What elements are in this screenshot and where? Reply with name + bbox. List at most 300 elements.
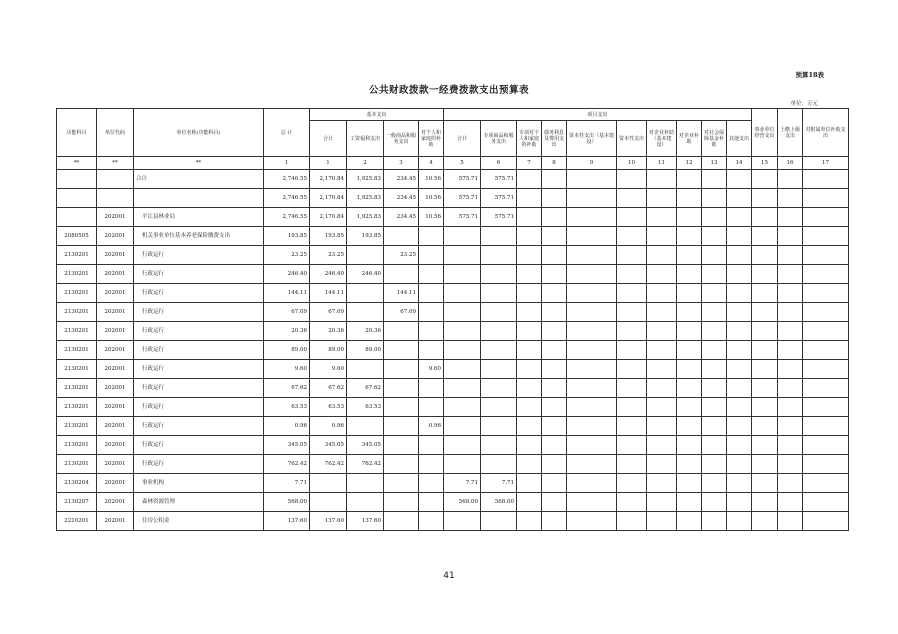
empty-cell: [803, 436, 849, 455]
special-goods-cell: [481, 322, 517, 341]
empty-cell: [647, 189, 677, 208]
empty-cell: [617, 493, 647, 512]
empty-cell: [567, 360, 617, 379]
empty-cell: [677, 322, 702, 341]
empty-cell: [647, 512, 677, 531]
col-unit-name: 单位名称(功能科目): [134, 109, 264, 157]
total-cell: 193.85: [264, 227, 310, 246]
table-row: [57, 189, 849, 208]
empty-cell: [517, 341, 542, 360]
empty-cell: [677, 284, 702, 303]
index-cell: 7: [517, 157, 542, 170]
empty-cell: [517, 417, 542, 436]
empty-cell: [803, 341, 849, 360]
empty-cell: [542, 284, 567, 303]
empty-cell: [542, 379, 567, 398]
unit-name-cell: 行政运行: [134, 265, 264, 284]
empty-cell: [677, 189, 702, 208]
empty-cell: [803, 246, 849, 265]
table-row: [57, 284, 849, 303]
func-code-cell: [57, 189, 97, 208]
func-code-cell: 2130201: [57, 265, 97, 284]
unit-name-cell: 住房公积金: [134, 512, 264, 531]
empty-cell: [727, 246, 752, 265]
project-total-cell: 575.71: [444, 208, 481, 227]
empty-cell: [647, 474, 677, 493]
unit-code-cell: 202001: [97, 284, 134, 303]
salary-cell: [347, 284, 384, 303]
empty-cell: [517, 265, 542, 284]
unit-name-cell: 行政运行: [134, 379, 264, 398]
total-cell: 762.42: [264, 455, 310, 474]
empty-cell: [617, 208, 647, 227]
empty-cell: [617, 455, 647, 474]
table-row: [57, 360, 849, 379]
empty-cell: [647, 417, 677, 436]
special-goods-cell: [481, 303, 517, 322]
total-cell: 2,746.55: [264, 170, 310, 189]
individuals-cell: [419, 455, 444, 474]
empty-cell: [778, 284, 803, 303]
empty-cell: [567, 379, 617, 398]
empty-cell: [677, 398, 702, 417]
salary-cell: 63.53: [347, 398, 384, 417]
empty-cell: [542, 246, 567, 265]
col-subordinate: 对附属单位补助支出: [803, 109, 849, 157]
func-code-cell: 2130201: [57, 455, 97, 474]
empty-cell: [542, 322, 567, 341]
goods-cell: [384, 512, 419, 531]
unit-name-cell: 行政运行: [134, 303, 264, 322]
basic-total-cell: 2,170.84: [310, 208, 347, 227]
func-code-cell: 2130201: [57, 246, 97, 265]
func-code-cell: 2130207: [57, 493, 97, 512]
empty-cell: [702, 170, 727, 189]
basic-total-cell: 63.53: [310, 398, 347, 417]
index-cell: **: [57, 157, 97, 170]
special-goods-cell: 575.71: [481, 189, 517, 208]
table-row: [57, 246, 849, 265]
empty-cell: [517, 189, 542, 208]
empty-cell: [647, 398, 677, 417]
special-goods-cell: [481, 512, 517, 531]
individuals-cell: 9.60: [419, 360, 444, 379]
empty-cell: [517, 379, 542, 398]
empty-cell: [702, 322, 727, 341]
index-cell: 1: [264, 157, 310, 170]
goods-cell: [384, 379, 419, 398]
index-cell: 4: [419, 157, 444, 170]
index-cell: 1: [310, 157, 347, 170]
individuals-cell: [419, 322, 444, 341]
empty-cell: [647, 303, 677, 322]
empty-cell: [803, 398, 849, 417]
index-cell: 6: [481, 157, 517, 170]
empty-cell: [727, 341, 752, 360]
salary-cell: 193.85: [347, 227, 384, 246]
empty-cell: [803, 189, 849, 208]
total-cell: 568.00: [264, 493, 310, 512]
salary-cell: [347, 417, 384, 436]
doc-label: 预算18表: [795, 71, 824, 79]
salary-cell: [347, 303, 384, 322]
total-cell: 63.53: [264, 398, 310, 417]
individuals-cell: [419, 341, 444, 360]
special-goods-cell: [481, 227, 517, 246]
basic-total-cell: 345.05: [310, 436, 347, 455]
index-cell: 5: [444, 157, 481, 170]
goods-cell: [384, 455, 419, 474]
unit-name-cell: 平江县林业局: [134, 208, 264, 227]
individuals-cell: [419, 246, 444, 265]
empty-cell: [677, 379, 702, 398]
empty-cell: [778, 455, 803, 474]
func-code-cell: 2130201: [57, 341, 97, 360]
index-row: [57, 157, 849, 170]
empty-cell: [677, 246, 702, 265]
empty-cell: [727, 379, 752, 398]
project-total-cell: [444, 265, 481, 284]
unit-code-cell: [97, 189, 134, 208]
salary-cell: 762.42: [347, 455, 384, 474]
empty-cell: [752, 227, 778, 246]
individuals-cell: 10.56: [419, 189, 444, 208]
project-total-cell: 575.71: [444, 170, 481, 189]
salary-cell: 1,925.83: [347, 208, 384, 227]
empty-cell: [517, 436, 542, 455]
total-cell: 7.71: [264, 474, 310, 493]
basic-total-cell: 67.09: [310, 303, 347, 322]
func-code-cell: 2130201: [57, 360, 97, 379]
unit-name-cell: 行政运行: [134, 398, 264, 417]
col-func-code: 功能科目: [57, 109, 97, 157]
individuals-cell: [419, 436, 444, 455]
empty-cell: [567, 265, 617, 284]
empty-cell: [677, 474, 702, 493]
individuals-cell: 10.56: [419, 208, 444, 227]
project-total-cell: [444, 322, 481, 341]
unit-code-cell: 202001: [97, 322, 134, 341]
empty-cell: [617, 322, 647, 341]
col-special-goods: 专项商品和服务支出: [481, 121, 517, 157]
empty-cell: [727, 227, 752, 246]
empty-cell: [542, 417, 567, 436]
empty-cell: [567, 284, 617, 303]
basic-total-cell: 2,170.84: [310, 189, 347, 208]
individuals-cell: [419, 398, 444, 417]
col-group-basic: 基本支出: [310, 109, 444, 121]
project-total-cell: [444, 303, 481, 322]
empty-cell: [727, 436, 752, 455]
goods-cell: 234.45: [384, 170, 419, 189]
col-salary: 工资福利支出: [347, 121, 384, 157]
unit-name-cell: 行政运行: [134, 455, 264, 474]
unit-code-cell: 202001: [97, 341, 134, 360]
empty-cell: [567, 322, 617, 341]
salary-cell: [347, 246, 384, 265]
empty-cell: [803, 227, 849, 246]
empty-cell: [803, 417, 849, 436]
special-goods-cell: 7.71: [481, 474, 517, 493]
empty-cell: [647, 265, 677, 284]
empty-cell: [567, 417, 617, 436]
empty-cell: [702, 303, 727, 322]
basic-total-cell: 246.40: [310, 265, 347, 284]
col-institution: 事业单位经营支出: [752, 109, 778, 157]
basic-total-cell: 67.62: [310, 379, 347, 398]
individuals-cell: 0.96: [419, 417, 444, 436]
empty-cell: [702, 379, 727, 398]
empty-cell: [803, 208, 849, 227]
project-total-cell: [444, 379, 481, 398]
basic-total-cell: [310, 474, 347, 493]
empty-cell: [517, 322, 542, 341]
empty-cell: [647, 208, 677, 227]
salary-cell: 1,925.83: [347, 189, 384, 208]
empty-cell: [702, 493, 727, 512]
empty-cell: [778, 512, 803, 531]
special-goods-cell: [481, 284, 517, 303]
empty-cell: [517, 512, 542, 531]
index-cell: 8: [542, 157, 567, 170]
individuals-cell: [419, 284, 444, 303]
empty-cell: [778, 322, 803, 341]
col-individual-subsidy: 专项对个人和家庭的补助: [517, 121, 542, 157]
goods-cell: [384, 436, 419, 455]
empty-cell: [778, 360, 803, 379]
empty-cell: [647, 379, 677, 398]
empty-cell: [752, 474, 778, 493]
func-code-cell: 2130201: [57, 379, 97, 398]
empty-cell: [803, 303, 849, 322]
individuals-cell: [419, 493, 444, 512]
empty-cell: [778, 398, 803, 417]
table-row: [57, 341, 849, 360]
index-cell: 17: [803, 157, 849, 170]
empty-cell: [752, 246, 778, 265]
goods-cell: [384, 474, 419, 493]
empty-cell: [702, 436, 727, 455]
empty-cell: [647, 341, 677, 360]
basic-total-cell: 0.96: [310, 417, 347, 436]
basic-total-cell: 762.42: [310, 455, 347, 474]
salary-cell: [347, 360, 384, 379]
empty-cell: [727, 417, 752, 436]
empty-cell: [752, 512, 778, 531]
empty-cell: [617, 474, 647, 493]
unit-name-cell: 机关事业单位基本养老保险缴费支出: [134, 227, 264, 246]
empty-cell: [567, 227, 617, 246]
empty-cell: [542, 512, 567, 531]
unit-label: 单位：万元: [790, 101, 818, 107]
empty-cell: [647, 246, 677, 265]
empty-cell: [702, 341, 727, 360]
col-project-total: 合计: [444, 121, 481, 157]
empty-cell: [677, 303, 702, 322]
table-row: [57, 322, 849, 341]
empty-cell: [647, 436, 677, 455]
table-row: [57, 512, 849, 531]
empty-cell: [617, 246, 647, 265]
empty-cell: [727, 284, 752, 303]
empty-cell: [517, 493, 542, 512]
func-code-cell: 2130201: [57, 303, 97, 322]
empty-cell: [677, 455, 702, 474]
empty-cell: [617, 189, 647, 208]
empty-cell: [517, 170, 542, 189]
unit-name-cell: 行政运行: [134, 436, 264, 455]
basic-total-cell: 20.36: [310, 322, 347, 341]
table-row: [57, 417, 849, 436]
empty-cell: [752, 436, 778, 455]
empty-cell: [517, 227, 542, 246]
empty-cell: [752, 417, 778, 436]
unit-code-cell: 202001: [97, 417, 134, 436]
total-cell: 0.96: [264, 417, 310, 436]
empty-cell: [803, 284, 849, 303]
func-code-cell: 2130201: [57, 322, 97, 341]
empty-cell: [752, 341, 778, 360]
index-cell: 10: [617, 157, 647, 170]
goods-cell: 144.11: [384, 284, 419, 303]
empty-cell: [778, 303, 803, 322]
empty-cell: [727, 170, 752, 189]
col-social-security: 对社会保障基金补助: [702, 121, 727, 157]
empty-cell: [647, 170, 677, 189]
empty-cell: [778, 227, 803, 246]
empty-cell: [803, 493, 849, 512]
salary-cell: 20.36: [347, 322, 384, 341]
special-goods-cell: [481, 379, 517, 398]
basic-total-cell: 137.60: [310, 512, 347, 531]
total-cell: 2,746.55: [264, 189, 310, 208]
col-unit-code: 单位代码: [97, 109, 134, 157]
empty-cell: [677, 512, 702, 531]
empty-cell: [752, 455, 778, 474]
unit-name-cell: 行政运行: [134, 417, 264, 436]
col-enterprise: 对企业补助: [677, 121, 702, 157]
table-row: [57, 493, 849, 512]
empty-cell: [727, 303, 752, 322]
index-cell: 13: [702, 157, 727, 170]
unit-code-cell: 202001: [97, 398, 134, 417]
empty-cell: [778, 265, 803, 284]
special-goods-cell: [481, 398, 517, 417]
empty-cell: [647, 493, 677, 512]
empty-cell: [778, 436, 803, 455]
special-goods-cell: [481, 246, 517, 265]
goods-cell: [384, 341, 419, 360]
table-row: [57, 265, 849, 284]
empty-cell: [803, 474, 849, 493]
index-cell: **: [97, 157, 134, 170]
empty-cell: [677, 341, 702, 360]
basic-total-cell: 89.00: [310, 341, 347, 360]
project-total-cell: [444, 417, 481, 436]
special-goods-cell: [481, 360, 517, 379]
empty-cell: [647, 227, 677, 246]
total-cell: 20.36: [264, 322, 310, 341]
total-cell: 9.60: [264, 360, 310, 379]
basic-total-cell: 23.25: [310, 246, 347, 265]
empty-cell: [542, 360, 567, 379]
empty-cell: [752, 322, 778, 341]
budget-table: [56, 108, 849, 531]
empty-cell: [617, 265, 647, 284]
basic-total-cell: 144.11: [310, 284, 347, 303]
project-total-cell: [444, 455, 481, 474]
unit-code-cell: [97, 170, 134, 189]
empty-cell: [517, 398, 542, 417]
basic-total-cell: 9.60: [310, 360, 347, 379]
empty-cell: [778, 379, 803, 398]
empty-cell: [617, 360, 647, 379]
empty-cell: [567, 303, 617, 322]
col-enterprise-capital: 对企业补助（基本建设）: [647, 121, 677, 157]
goods-cell: [384, 265, 419, 284]
empty-cell: [647, 455, 677, 474]
special-goods-cell: 575.71: [481, 208, 517, 227]
empty-cell: [542, 227, 567, 246]
col-group-project: 项目支出: [444, 109, 752, 121]
salary-cell: 137.60: [347, 512, 384, 531]
project-total-cell: 7.71: [444, 474, 481, 493]
goods-cell: [384, 227, 419, 246]
special-goods-cell: 568.00: [481, 493, 517, 512]
special-goods-cell: [481, 455, 517, 474]
project-total-cell: [444, 360, 481, 379]
unit-code-cell: 202001: [97, 208, 134, 227]
total-cell: 144.11: [264, 284, 310, 303]
table-row: [57, 436, 849, 455]
empty-cell: [617, 341, 647, 360]
total-cell: 23.25: [264, 246, 310, 265]
empty-cell: [567, 474, 617, 493]
table-row: [57, 379, 849, 398]
table-row: [57, 474, 849, 493]
empty-cell: [752, 208, 778, 227]
basic-total-cell: 2,170.84: [310, 170, 347, 189]
individuals-cell: 10.56: [419, 170, 444, 189]
func-code-cell: [57, 208, 97, 227]
index-cell: **: [134, 157, 264, 170]
salary-cell: [347, 474, 384, 493]
empty-cell: [617, 303, 647, 322]
empty-cell: [542, 189, 567, 208]
empty-cell: [617, 170, 647, 189]
func-code-cell: [57, 170, 97, 189]
empty-cell: [542, 341, 567, 360]
empty-cell: [617, 512, 647, 531]
individuals-cell: [419, 512, 444, 531]
empty-cell: [567, 170, 617, 189]
func-code-cell: 2130201: [57, 284, 97, 303]
index-cell: 2: [347, 157, 384, 170]
empty-cell: [647, 360, 677, 379]
project-total-cell: [444, 284, 481, 303]
empty-cell: [542, 455, 567, 474]
unit-code-cell: 202001: [97, 303, 134, 322]
table-row: [57, 455, 849, 474]
individuals-cell: [419, 227, 444, 246]
total-cell: 137.60: [264, 512, 310, 531]
unit-code-cell: 202001: [97, 246, 134, 265]
empty-cell: [702, 265, 727, 284]
unit-code-cell: 202001: [97, 455, 134, 474]
empty-cell: [702, 512, 727, 531]
empty-cell: [702, 208, 727, 227]
index-cell: 9: [567, 157, 617, 170]
